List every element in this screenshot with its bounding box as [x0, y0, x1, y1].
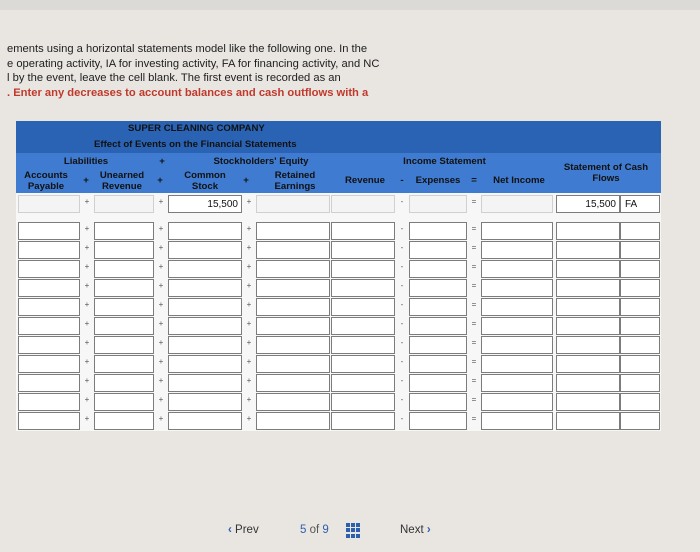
equals-sign: = — [471, 224, 477, 233]
equals-sign: = — [471, 357, 477, 366]
plus-sign: + — [243, 174, 249, 186]
page-total: 9 — [322, 524, 329, 536]
accounts-payable-input[interactable] — [18, 260, 80, 278]
plus-sign: + — [246, 300, 252, 309]
retained-earnings-input[interactable] — [256, 374, 330, 392]
minus-sign: - — [400, 395, 404, 404]
unearned-revenue-input[interactable] — [94, 241, 154, 259]
accounts-payable-input[interactable] — [18, 412, 80, 430]
table-subtitle: Effect of Events on the Financial Statements — [94, 139, 297, 150]
plus-sign: + — [246, 224, 252, 233]
revenue-input[interactable] — [331, 260, 395, 278]
revenue-input[interactable] — [331, 355, 395, 373]
equals-sign: = — [471, 243, 477, 252]
accounts-payable-input[interactable] — [18, 355, 80, 373]
revenue-header: Revenue — [345, 174, 385, 186]
net-income-input[interactable] — [481, 374, 553, 392]
cash-type-input[interactable] — [620, 195, 660, 213]
minus-sign: - — [400, 300, 404, 309]
title-bar — [16, 121, 661, 137]
expenses-input[interactable] — [409, 260, 467, 278]
cash-flows-header: Statement of Cash Flows — [563, 162, 649, 184]
plus-sign: + — [158, 376, 164, 385]
plus-sign: + — [246, 281, 252, 290]
expenses-input[interactable] — [409, 222, 467, 240]
equals-sign: = — [471, 414, 477, 423]
unearned-revenue-input[interactable] — [94, 195, 154, 213]
cash-type-input[interactable] — [620, 241, 660, 259]
revenue-input[interactable] — [331, 241, 395, 259]
common-stock-input[interactable] — [168, 336, 242, 354]
expenses-input[interactable] — [409, 298, 467, 316]
prev-label: Prev — [235, 524, 259, 536]
revenue-input[interactable] — [331, 393, 395, 411]
income-statement-header: Income Statement — [403, 155, 486, 167]
plus-sign: + — [158, 338, 164, 347]
accounts-payable-input[interactable] — [18, 222, 80, 240]
unearned-revenue-input[interactable] — [94, 260, 154, 278]
retained-earnings-input[interactable] — [256, 279, 330, 297]
plus-sign: + — [84, 243, 90, 252]
equals-sign: = — [471, 395, 477, 404]
plus-sign: + — [83, 174, 89, 186]
unearned-revenue-input[interactable] — [94, 355, 154, 373]
retained-earnings-input[interactable] — [256, 241, 330, 259]
revenue-input[interactable] — [331, 336, 395, 354]
net-income-input[interactable] — [481, 298, 553, 316]
net-income-input[interactable] — [481, 317, 553, 335]
instruction-line-1: ements using a horizontal statements model like the following one. In the — [7, 43, 368, 55]
plus-sign: + — [84, 197, 90, 206]
revenue-input[interactable] — [331, 412, 395, 430]
plus-sign: + — [158, 395, 164, 404]
revenue-input[interactable] — [331, 317, 395, 335]
plus-sign: + — [246, 197, 252, 206]
common-stock-input[interactable] — [168, 222, 242, 240]
net-income-input[interactable] — [481, 260, 553, 278]
minus-sign: - — [400, 262, 404, 271]
accounts-payable-input[interactable] — [18, 195, 80, 213]
plus-sign: + — [246, 262, 252, 271]
net-income-input[interactable] — [481, 393, 553, 411]
plus-sign: + — [246, 414, 252, 423]
revenue-input[interactable] — [331, 222, 395, 240]
company-name: SUPER CLEANING COMPANY — [128, 123, 265, 134]
plus-sign: + — [157, 174, 163, 186]
plus-sign: + — [246, 376, 252, 385]
expenses-input[interactable] — [409, 336, 467, 354]
expenses-input[interactable] — [409, 195, 467, 213]
accounts-payable-input[interactable] — [18, 336, 80, 354]
common-stock-input[interactable] — [168, 195, 242, 213]
minus-sign: - — [400, 243, 404, 252]
common-stock-input[interactable] — [168, 317, 242, 335]
cash-type-input[interactable] — [620, 279, 660, 297]
net-income-input[interactable] — [481, 279, 553, 297]
instruction-line-4: . Enter any decreases to account balances and cash outflows with a — [7, 86, 369, 99]
plus-sign: + — [158, 319, 164, 328]
chevron-right-icon: › — [426, 524, 431, 536]
cash-amount-input[interactable] — [556, 336, 620, 354]
expenses-input[interactable] — [409, 393, 467, 411]
retained-earnings-input[interactable] — [256, 317, 330, 335]
pagination — [228, 520, 458, 544]
net-income-input[interactable] — [481, 222, 553, 240]
common-stock-input[interactable] — [168, 355, 242, 373]
common-stock-input[interactable] — [168, 412, 242, 430]
unearned-revenue-input[interactable] — [94, 317, 154, 335]
equity-header: Stockholders' Equity — [213, 155, 309, 167]
cash-amount-input[interactable] — [556, 241, 620, 259]
plus-sign: + — [246, 243, 252, 252]
plus-sign: + — [246, 395, 252, 404]
plus-sign: + — [84, 357, 90, 366]
equals-sign: = — [471, 300, 477, 309]
next-button[interactable] — [400, 524, 431, 536]
cash-amount-input[interactable] — [556, 195, 620, 213]
equals-sign: = — [471, 197, 477, 206]
horizontal-statements-model — [16, 121, 661, 431]
plus-sign: + — [158, 224, 164, 233]
cash-type-input[interactable] — [620, 412, 660, 430]
cash-type-input[interactable] — [620, 298, 660, 316]
cash-amount-input[interactable] — [556, 393, 620, 411]
cash-amount-input[interactable] — [556, 412, 620, 430]
common-stock-input[interactable] — [168, 393, 242, 411]
equals-sign: = — [471, 174, 477, 186]
retained-earnings-input[interactable] — [256, 336, 330, 354]
cash-amount-input[interactable] — [556, 222, 620, 240]
expenses-input[interactable] — [409, 374, 467, 392]
plus-sign: + — [84, 338, 90, 347]
prev-button[interactable] — [228, 524, 259, 536]
plus-sign: + — [84, 395, 90, 404]
page-of: of — [309, 524, 320, 536]
unearned-revenue-input[interactable] — [94, 336, 154, 354]
cash-amount-input[interactable] — [556, 279, 620, 297]
minus-sign: - — [400, 281, 404, 290]
cash-amount-input[interactable] — [556, 260, 620, 278]
unearned-revenue-header: Unearned Revenue — [99, 170, 145, 192]
unearned-revenue-input[interactable] — [94, 222, 154, 240]
plus-sign: + — [246, 338, 252, 347]
common-stock-header: Common Stock — [184, 170, 226, 192]
cash-type-input[interactable] — [620, 222, 660, 240]
net-income-input[interactable] — [481, 195, 553, 213]
retained-earnings-input[interactable] — [256, 195, 330, 213]
expenses-input[interactable] — [409, 412, 467, 430]
instruction-line-3: l by the event, leave the cell blank. The first event is recorded as an — [7, 72, 341, 85]
unearned-revenue-input[interactable] — [94, 412, 154, 430]
accounts-payable-input[interactable] — [18, 317, 80, 335]
plus-sign: + — [158, 197, 164, 206]
entry-grid — [16, 193, 661, 425]
plus-sign: + — [158, 357, 164, 366]
cash-amount-input[interactable] — [556, 355, 620, 373]
accounts-payable-header: Accounts Payable — [24, 170, 68, 192]
cash-amount-input[interactable] — [556, 298, 620, 316]
plus-sign: + — [158, 262, 164, 271]
plus-sign: + — [84, 319, 90, 328]
minus-sign: - — [400, 174, 404, 186]
cash-type-input[interactable] — [620, 355, 660, 373]
plus-sign: + — [84, 414, 90, 423]
revenue-input[interactable] — [331, 195, 395, 213]
retained-earnings-input[interactable] — [256, 412, 330, 430]
minus-sign: - — [400, 224, 404, 233]
cash-type-input[interactable] — [620, 336, 660, 354]
net-income-input[interactable] — [481, 241, 553, 259]
cash-type-input[interactable] — [620, 374, 660, 392]
plus-sign: + — [84, 300, 90, 309]
accounts-payable-input[interactable] — [18, 241, 80, 259]
minus-sign: - — [400, 414, 404, 423]
expenses-input[interactable] — [409, 317, 467, 335]
accounts-payable-input[interactable] — [18, 279, 80, 297]
plus-sign: + — [158, 281, 164, 290]
top-band — [0, 0, 700, 10]
retained-earnings-input[interactable] — [256, 393, 330, 411]
net-income-input[interactable] — [481, 412, 553, 430]
page-indicator — [300, 524, 329, 536]
expenses-input[interactable] — [409, 241, 467, 259]
minus-sign: - — [400, 319, 404, 328]
retained-earnings-input[interactable] — [256, 298, 330, 316]
plus-sign: + — [246, 357, 252, 366]
plus-sign: + — [158, 300, 164, 309]
expenses-input[interactable] — [409, 279, 467, 297]
plus-sign: + — [159, 155, 165, 167]
equals-sign: = — [471, 338, 477, 347]
accounts-payable-input[interactable] — [18, 393, 80, 411]
plus-sign: + — [84, 224, 90, 233]
accounts-payable-input[interactable] — [18, 374, 80, 392]
minus-sign: - — [400, 357, 404, 366]
equals-sign: = — [471, 376, 477, 385]
minus-sign: - — [400, 197, 404, 206]
liabilities-header: Liabilities — [63, 155, 109, 167]
minus-sign: - — [400, 338, 404, 347]
net-income-input[interactable] — [481, 355, 553, 373]
unearned-revenue-input[interactable] — [94, 374, 154, 392]
unearned-revenue-input[interactable] — [94, 298, 154, 316]
plus-sign: + — [158, 243, 164, 252]
retained-earnings-input[interactable] — [256, 260, 330, 278]
column-header-row — [16, 153, 661, 193]
unearned-revenue-input[interactable] — [94, 393, 154, 411]
next-label: Next — [400, 524, 424, 536]
net-income-input[interactable] — [481, 336, 553, 354]
page-current: 5 — [300, 524, 307, 536]
cash-amount-input[interactable] — [556, 374, 620, 392]
plus-sign: + — [158, 414, 164, 423]
revenue-input[interactable] — [331, 374, 395, 392]
revenue-input[interactable] — [331, 298, 395, 316]
net-income-header: Net Income — [493, 174, 545, 186]
plus-sign: + — [84, 281, 90, 290]
equals-sign: = — [471, 281, 477, 290]
retained-earnings-input[interactable] — [256, 222, 330, 240]
unearned-revenue-input[interactable] — [94, 279, 154, 297]
cash-type-input[interactable] — [620, 260, 660, 278]
expenses-input[interactable] — [409, 355, 467, 373]
accounts-payable-input[interactable] — [18, 298, 80, 316]
common-stock-input[interactable] — [168, 298, 242, 316]
minus-sign: - — [400, 376, 404, 385]
cash-amount-input[interactable] — [556, 317, 620, 335]
instructions — [7, 42, 687, 100]
revenue-input[interactable] — [331, 279, 395, 297]
equals-sign: = — [471, 319, 477, 328]
common-stock-input[interactable] — [168, 279, 242, 297]
retained-earnings-input[interactable] — [256, 355, 330, 373]
plus-sign: + — [246, 319, 252, 328]
common-stock-input[interactable] — [168, 241, 242, 259]
equals-sign: = — [471, 262, 477, 271]
cash-type-input[interactable] — [620, 317, 660, 335]
common-stock-input[interactable] — [168, 260, 242, 278]
chevron-left-icon: ‹ — [228, 524, 232, 536]
common-stock-input[interactable] — [168, 374, 242, 392]
plus-sign: + — [84, 376, 90, 385]
subtitle-bar — [16, 137, 661, 153]
expenses-header: Expenses — [415, 174, 461, 186]
cash-type-input[interactable] — [620, 393, 660, 411]
grid-view-icon[interactable] — [346, 523, 361, 538]
plus-sign: + — [84, 262, 90, 271]
retained-earnings-header: Retained Earnings — [274, 170, 316, 192]
instruction-line-2: e operating activity, IA for investing activity, FA for financing activity, and NC — [7, 57, 380, 70]
